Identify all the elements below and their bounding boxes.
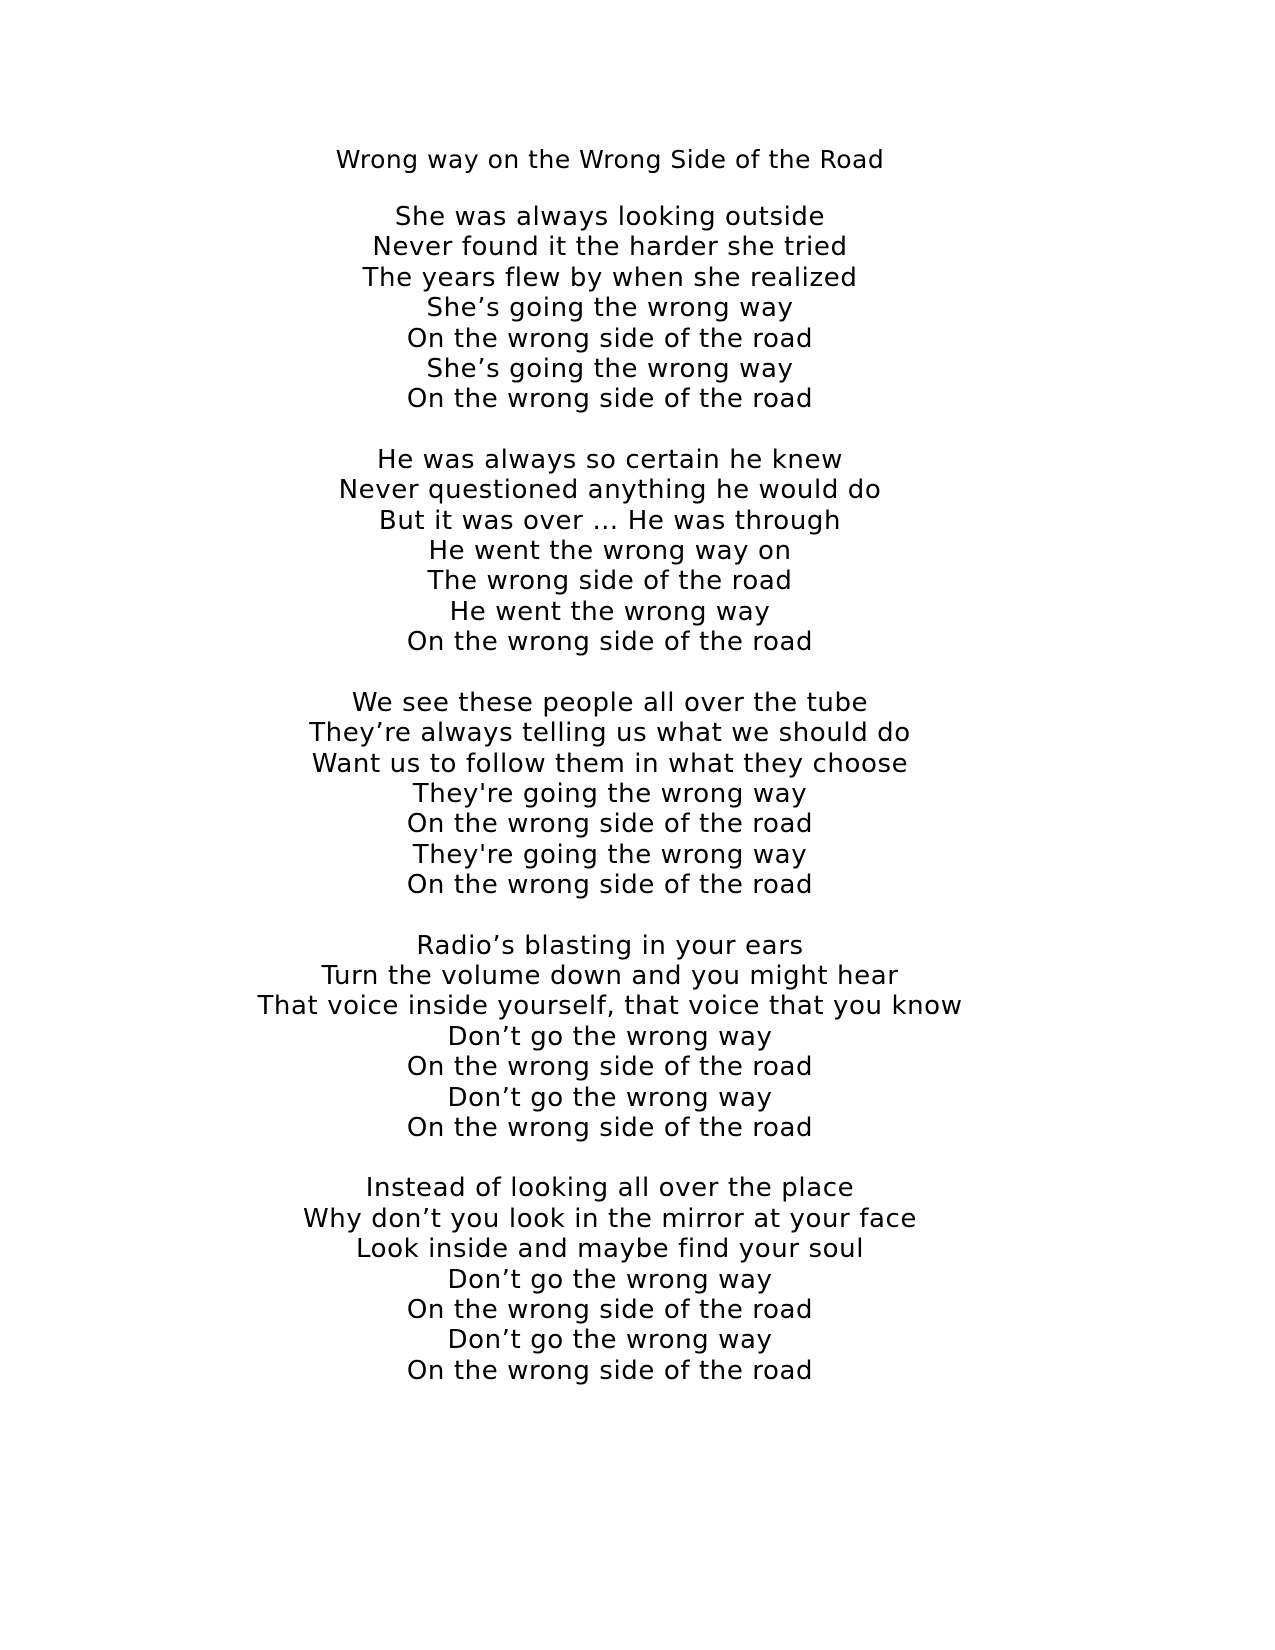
lyric-line: That voice inside yourself, that voice that you know bbox=[257, 991, 963, 1022]
lyric-line: Don’t go the wrong way bbox=[447, 1325, 773, 1356]
lyric-line: He went the wrong way bbox=[449, 596, 771, 627]
stanza-2 bbox=[0, 445, 1220, 658]
lyric-line: Don’t go the wrong way bbox=[447, 1021, 773, 1052]
lyric-line: We see these people all over the tube bbox=[351, 687, 869, 718]
stanza-3 bbox=[0, 688, 1220, 901]
song-title: Wrong way on the Wrong Side of the Road bbox=[335, 145, 885, 174]
lyric-line: He was always so certain he knew bbox=[377, 444, 843, 475]
lyric-line: On the wrong side of the road bbox=[406, 1112, 814, 1143]
lyric-line: The wrong side of the road bbox=[427, 566, 793, 597]
stanza-1 bbox=[0, 202, 1220, 415]
lyric-line: But it was over … He was through bbox=[378, 505, 842, 536]
lyric-line: She’s going the wrong way bbox=[426, 293, 794, 324]
lyric-line: She was always looking outside bbox=[394, 202, 826, 232]
lyric-line: Why don’t you look in the mirror at your face bbox=[302, 1203, 917, 1234]
lyric-line: They're going the wrong way bbox=[412, 839, 808, 870]
lyric-line: Turn the volume down and you might hear bbox=[321, 960, 899, 991]
song-lyrics bbox=[0, 142, 1220, 1416]
lyric-line: On the wrong side of the road bbox=[406, 1295, 814, 1325]
lyric-line: She’s going the wrong way bbox=[426, 354, 794, 385]
lyric-line: Don’t go the wrong way bbox=[447, 1264, 773, 1295]
lyric-line: On the wrong side of the road bbox=[406, 384, 814, 415]
stanza-5 bbox=[0, 1173, 1220, 1386]
stanza-4 bbox=[0, 931, 1220, 1144]
lyric-line: They're going the wrong way bbox=[412, 778, 808, 809]
lyric-line: On the wrong side of the road bbox=[406, 870, 814, 901]
lyric-line: Want us to follow them in what they choose bbox=[311, 748, 909, 779]
lyric-line: On the wrong side of the road bbox=[406, 809, 814, 840]
lyric-line: Never questioned anything he would do bbox=[338, 475, 882, 506]
lyric-line: Never found it the harder she tried bbox=[372, 232, 848, 263]
lyric-line: On the wrong side of the road bbox=[406, 1355, 814, 1386]
lyric-line: Instead of looking all over the place bbox=[365, 1173, 855, 1204]
lyric-line: On the wrong side of the road bbox=[406, 323, 814, 354]
lyric-line: Radio’s blasting in your ears bbox=[416, 930, 804, 961]
lyric-line: On the wrong side of the road bbox=[406, 627, 814, 658]
lyric-line: They’re always telling us what we should do bbox=[309, 718, 911, 749]
lyric-line: He went the wrong way on bbox=[428, 536, 792, 567]
lyric-line: Don’t go the wrong way bbox=[447, 1082, 773, 1113]
lyric-line: On the wrong side of the road bbox=[406, 1052, 814, 1083]
lyric-line: Look inside and maybe find your soul bbox=[355, 1234, 865, 1265]
lyric-line: The years flew by when she realized bbox=[362, 262, 858, 293]
